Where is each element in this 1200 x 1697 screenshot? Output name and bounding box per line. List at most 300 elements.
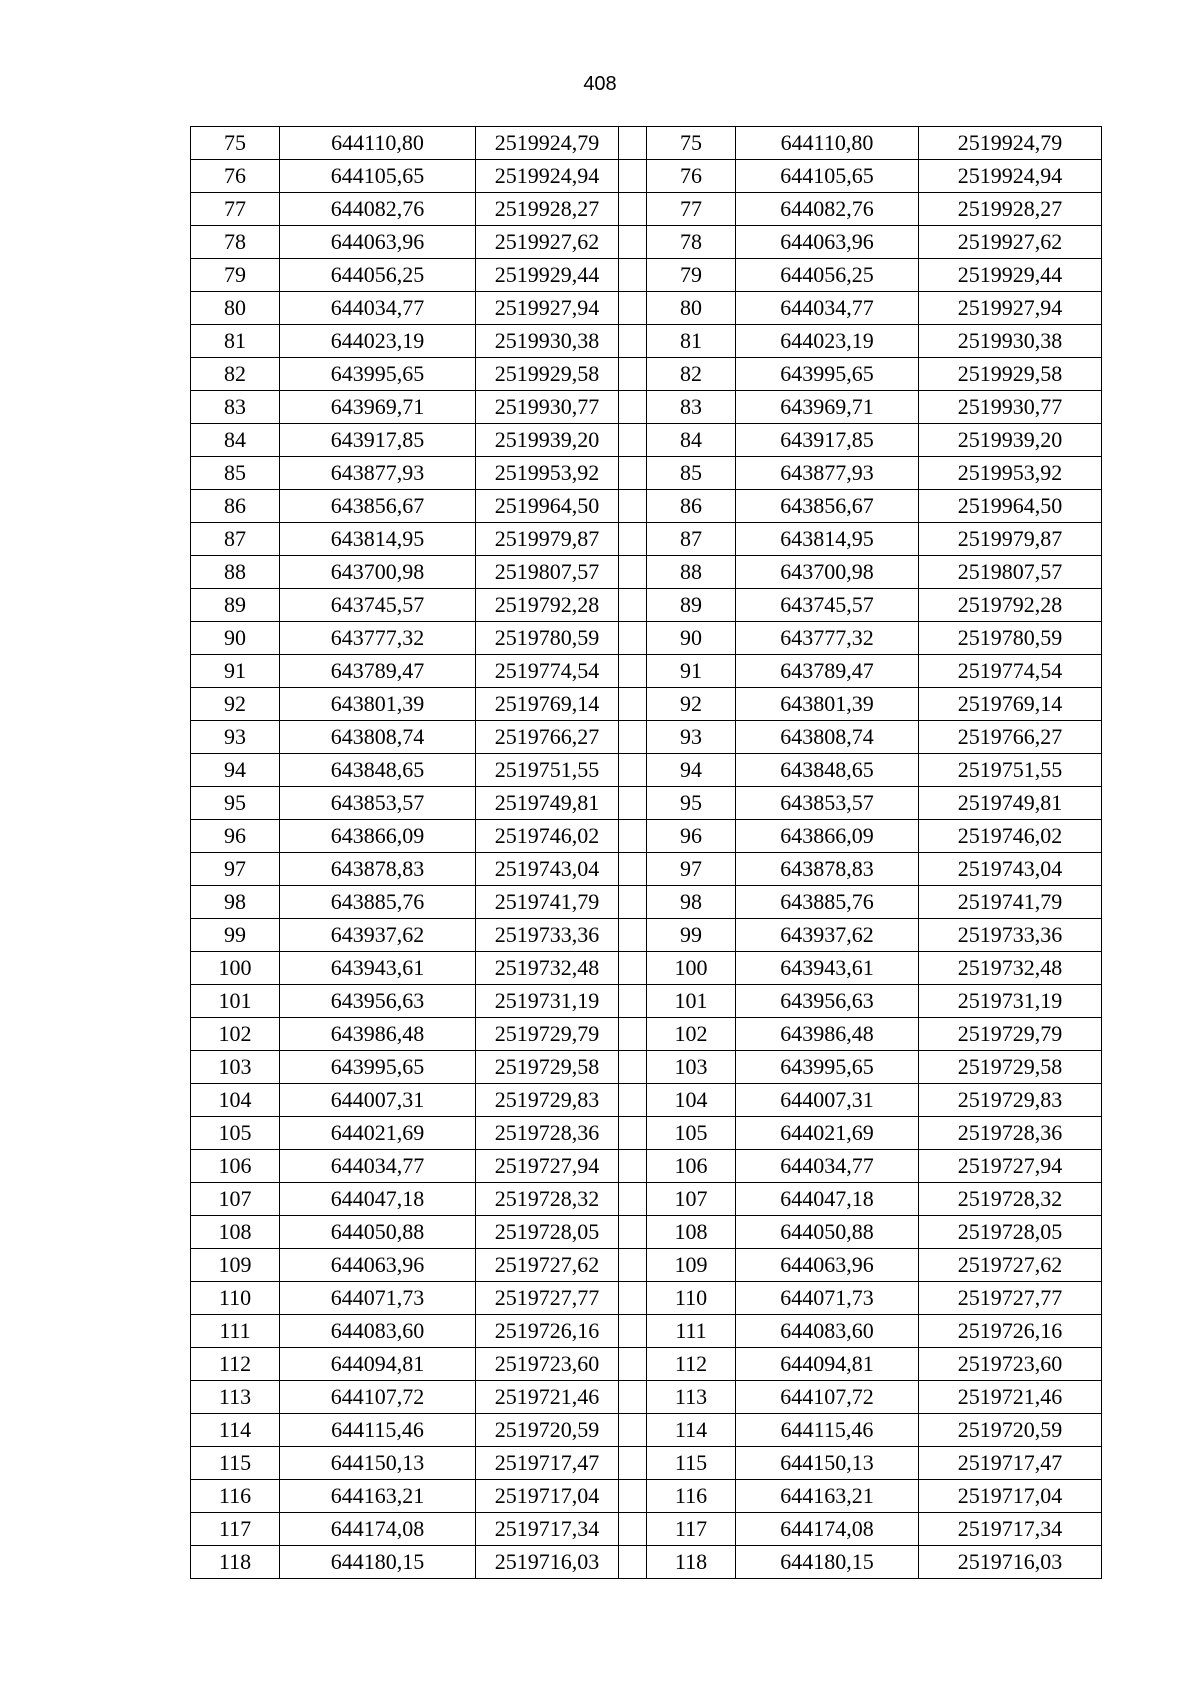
right-y-coordinate: 2519769,14 bbox=[919, 688, 1102, 721]
separator-cell bbox=[619, 457, 647, 490]
right-point-number: 98 bbox=[647, 886, 736, 919]
right-y-coordinate: 2519939,20 bbox=[919, 424, 1102, 457]
left-y-coordinate: 2519717,34 bbox=[476, 1513, 619, 1546]
left-point-number: 104 bbox=[191, 1084, 280, 1117]
separator-cell bbox=[619, 193, 647, 226]
left-point-number: 96 bbox=[191, 820, 280, 853]
left-x-coordinate: 643808,74 bbox=[280, 721, 476, 754]
left-point-number: 81 bbox=[191, 325, 280, 358]
right-x-coordinate: 644105,65 bbox=[736, 160, 919, 193]
separator-cell bbox=[619, 1546, 647, 1579]
right-x-coordinate: 644115,46 bbox=[736, 1414, 919, 1447]
right-y-coordinate: 2519749,81 bbox=[919, 787, 1102, 820]
separator-cell bbox=[619, 1315, 647, 1348]
left-y-coordinate: 2519953,92 bbox=[476, 457, 619, 490]
table-row bbox=[191, 424, 1102, 457]
left-y-coordinate: 2519774,54 bbox=[476, 655, 619, 688]
right-point-number: 101 bbox=[647, 985, 736, 1018]
right-x-coordinate: 643995,65 bbox=[736, 358, 919, 391]
left-y-coordinate: 2519769,14 bbox=[476, 688, 619, 721]
right-point-number: 108 bbox=[647, 1216, 736, 1249]
separator-cell bbox=[619, 1183, 647, 1216]
left-x-coordinate: 644180,15 bbox=[280, 1546, 476, 1579]
left-y-coordinate: 2519721,46 bbox=[476, 1381, 619, 1414]
right-y-coordinate: 2519927,62 bbox=[919, 226, 1102, 259]
left-point-number: 107 bbox=[191, 1183, 280, 1216]
table-row bbox=[191, 1183, 1102, 1216]
right-point-number: 109 bbox=[647, 1249, 736, 1282]
table-row bbox=[191, 1513, 1102, 1546]
right-y-coordinate: 2519780,59 bbox=[919, 622, 1102, 655]
right-y-coordinate: 2519953,92 bbox=[919, 457, 1102, 490]
separator-cell bbox=[619, 1513, 647, 1546]
left-x-coordinate: 643937,62 bbox=[280, 919, 476, 952]
table-row bbox=[191, 226, 1102, 259]
table-row bbox=[191, 919, 1102, 952]
left-point-number: 92 bbox=[191, 688, 280, 721]
table-row bbox=[191, 1480, 1102, 1513]
left-x-coordinate: 643943,61 bbox=[280, 952, 476, 985]
left-y-coordinate: 2519746,02 bbox=[476, 820, 619, 853]
right-y-coordinate: 2519924,79 bbox=[919, 127, 1102, 160]
coordinates-table-body bbox=[191, 127, 1102, 1579]
left-point-number: 116 bbox=[191, 1480, 280, 1513]
right-y-coordinate: 2519729,83 bbox=[919, 1084, 1102, 1117]
separator-cell bbox=[619, 424, 647, 457]
left-y-coordinate: 2519728,32 bbox=[476, 1183, 619, 1216]
right-x-coordinate: 644007,31 bbox=[736, 1084, 919, 1117]
right-x-coordinate: 643814,95 bbox=[736, 523, 919, 556]
left-x-coordinate: 644163,21 bbox=[280, 1480, 476, 1513]
table-row bbox=[191, 127, 1102, 160]
right-point-number: 79 bbox=[647, 259, 736, 292]
coordinates-table bbox=[190, 126, 1102, 1579]
left-point-number: 103 bbox=[191, 1051, 280, 1084]
right-y-coordinate: 2519721,46 bbox=[919, 1381, 1102, 1414]
left-x-coordinate: 643885,76 bbox=[280, 886, 476, 919]
right-y-coordinate: 2519727,77 bbox=[919, 1282, 1102, 1315]
table-row bbox=[191, 523, 1102, 556]
right-x-coordinate: 644021,69 bbox=[736, 1117, 919, 1150]
right-x-coordinate: 643789,47 bbox=[736, 655, 919, 688]
right-point-number: 76 bbox=[647, 160, 736, 193]
right-y-coordinate: 2519727,94 bbox=[919, 1150, 1102, 1183]
left-point-number: 76 bbox=[191, 160, 280, 193]
left-point-number: 89 bbox=[191, 589, 280, 622]
right-point-number: 83 bbox=[647, 391, 736, 424]
left-point-number: 106 bbox=[191, 1150, 280, 1183]
left-point-number: 95 bbox=[191, 787, 280, 820]
left-y-coordinate: 2519749,81 bbox=[476, 787, 619, 820]
right-y-coordinate: 2519930,77 bbox=[919, 391, 1102, 424]
table-row bbox=[191, 1084, 1102, 1117]
left-point-number: 75 bbox=[191, 127, 280, 160]
left-point-number: 99 bbox=[191, 919, 280, 952]
right-y-coordinate: 2519807,57 bbox=[919, 556, 1102, 589]
right-point-number: 116 bbox=[647, 1480, 736, 1513]
left-y-coordinate: 2519807,57 bbox=[476, 556, 619, 589]
left-x-coordinate: 644083,60 bbox=[280, 1315, 476, 1348]
right-y-coordinate: 2519743,04 bbox=[919, 853, 1102, 886]
table-row bbox=[191, 688, 1102, 721]
left-x-coordinate: 644021,69 bbox=[280, 1117, 476, 1150]
left-x-coordinate: 644063,96 bbox=[280, 1249, 476, 1282]
table-row bbox=[191, 820, 1102, 853]
separator-cell bbox=[619, 1150, 647, 1183]
right-x-coordinate: 643969,71 bbox=[736, 391, 919, 424]
separator-cell bbox=[619, 1018, 647, 1051]
right-point-number: 118 bbox=[647, 1546, 736, 1579]
table-row bbox=[191, 259, 1102, 292]
right-y-coordinate: 2519729,58 bbox=[919, 1051, 1102, 1084]
left-point-number: 80 bbox=[191, 292, 280, 325]
left-x-coordinate: 644023,19 bbox=[280, 325, 476, 358]
left-x-coordinate: 643866,09 bbox=[280, 820, 476, 853]
separator-cell bbox=[619, 952, 647, 985]
right-point-number: 95 bbox=[647, 787, 736, 820]
left-y-coordinate: 2519729,79 bbox=[476, 1018, 619, 1051]
right-y-coordinate: 2519716,03 bbox=[919, 1546, 1102, 1579]
left-x-coordinate: 643917,85 bbox=[280, 424, 476, 457]
table-row bbox=[191, 556, 1102, 589]
table-row bbox=[191, 490, 1102, 523]
left-y-coordinate: 2519929,58 bbox=[476, 358, 619, 391]
left-point-number: 117 bbox=[191, 1513, 280, 1546]
table-row bbox=[191, 1315, 1102, 1348]
left-y-coordinate: 2519927,62 bbox=[476, 226, 619, 259]
separator-cell bbox=[619, 1447, 647, 1480]
left-x-coordinate: 644115,46 bbox=[280, 1414, 476, 1447]
left-x-coordinate: 643853,57 bbox=[280, 787, 476, 820]
left-y-coordinate: 2519939,20 bbox=[476, 424, 619, 457]
right-point-number: 97 bbox=[647, 853, 736, 886]
right-y-coordinate: 2519717,04 bbox=[919, 1480, 1102, 1513]
right-x-coordinate: 644056,25 bbox=[736, 259, 919, 292]
right-x-coordinate: 643937,62 bbox=[736, 919, 919, 952]
right-x-coordinate: 643943,61 bbox=[736, 952, 919, 985]
left-y-coordinate: 2519720,59 bbox=[476, 1414, 619, 1447]
right-point-number: 91 bbox=[647, 655, 736, 688]
left-y-coordinate: 2519792,28 bbox=[476, 589, 619, 622]
right-y-coordinate: 2519924,94 bbox=[919, 160, 1102, 193]
table-row bbox=[191, 853, 1102, 886]
table-row bbox=[191, 754, 1102, 787]
table-row bbox=[191, 589, 1102, 622]
left-point-number: 91 bbox=[191, 655, 280, 688]
right-point-number: 102 bbox=[647, 1018, 736, 1051]
left-y-coordinate: 2519727,62 bbox=[476, 1249, 619, 1282]
table-row bbox=[191, 787, 1102, 820]
right-point-number: 89 bbox=[647, 589, 736, 622]
right-x-coordinate: 644023,19 bbox=[736, 325, 919, 358]
left-x-coordinate: 643995,65 bbox=[280, 1051, 476, 1084]
left-y-coordinate: 2519717,04 bbox=[476, 1480, 619, 1513]
separator-cell bbox=[619, 127, 647, 160]
left-point-number: 83 bbox=[191, 391, 280, 424]
separator-cell bbox=[619, 1084, 647, 1117]
left-point-number: 118 bbox=[191, 1546, 280, 1579]
right-x-coordinate: 644150,13 bbox=[736, 1447, 919, 1480]
left-x-coordinate: 643814,95 bbox=[280, 523, 476, 556]
right-x-coordinate: 644082,76 bbox=[736, 193, 919, 226]
separator-cell bbox=[619, 358, 647, 391]
separator-cell bbox=[619, 853, 647, 886]
right-x-coordinate: 644094,81 bbox=[736, 1348, 919, 1381]
left-x-coordinate: 644071,73 bbox=[280, 1282, 476, 1315]
right-point-number: 86 bbox=[647, 490, 736, 523]
right-y-coordinate: 2519727,62 bbox=[919, 1249, 1102, 1282]
left-x-coordinate: 643789,47 bbox=[280, 655, 476, 688]
left-y-coordinate: 2519716,03 bbox=[476, 1546, 619, 1579]
right-x-coordinate: 644050,88 bbox=[736, 1216, 919, 1249]
table-row bbox=[191, 886, 1102, 919]
right-point-number: 110 bbox=[647, 1282, 736, 1315]
left-y-coordinate: 2519930,77 bbox=[476, 391, 619, 424]
right-point-number: 115 bbox=[647, 1447, 736, 1480]
left-point-number: 98 bbox=[191, 886, 280, 919]
separator-cell bbox=[619, 589, 647, 622]
right-x-coordinate: 643801,39 bbox=[736, 688, 919, 721]
left-x-coordinate: 643877,93 bbox=[280, 457, 476, 490]
left-y-coordinate: 2519927,94 bbox=[476, 292, 619, 325]
right-point-number: 88 bbox=[647, 556, 736, 589]
table-row bbox=[191, 1546, 1102, 1579]
table-row bbox=[191, 457, 1102, 490]
left-y-coordinate: 2519723,60 bbox=[476, 1348, 619, 1381]
left-y-coordinate: 2519728,05 bbox=[476, 1216, 619, 1249]
right-point-number: 84 bbox=[647, 424, 736, 457]
table-row bbox=[191, 391, 1102, 424]
table-row bbox=[191, 1414, 1102, 1447]
left-point-number: 112 bbox=[191, 1348, 280, 1381]
left-y-coordinate: 2519928,27 bbox=[476, 193, 619, 226]
separator-cell bbox=[619, 985, 647, 1018]
right-y-coordinate: 2519723,60 bbox=[919, 1348, 1102, 1381]
left-x-coordinate: 644056,25 bbox=[280, 259, 476, 292]
right-point-number: 99 bbox=[647, 919, 736, 952]
table-row bbox=[191, 1282, 1102, 1315]
separator-cell bbox=[619, 1051, 647, 1084]
right-x-coordinate: 643856,67 bbox=[736, 490, 919, 523]
table-row bbox=[191, 721, 1102, 754]
separator-cell bbox=[619, 391, 647, 424]
separator-cell bbox=[619, 226, 647, 259]
left-y-coordinate: 2519727,77 bbox=[476, 1282, 619, 1315]
separator-cell bbox=[619, 919, 647, 952]
right-x-coordinate: 644180,15 bbox=[736, 1546, 919, 1579]
left-x-coordinate: 643969,71 bbox=[280, 391, 476, 424]
right-x-coordinate: 643885,76 bbox=[736, 886, 919, 919]
right-x-coordinate: 643700,98 bbox=[736, 556, 919, 589]
left-point-number: 102 bbox=[191, 1018, 280, 1051]
left-x-coordinate: 643801,39 bbox=[280, 688, 476, 721]
right-y-coordinate: 2519731,19 bbox=[919, 985, 1102, 1018]
right-x-coordinate: 644047,18 bbox=[736, 1183, 919, 1216]
table-row bbox=[191, 985, 1102, 1018]
right-y-coordinate: 2519741,79 bbox=[919, 886, 1102, 919]
left-point-number: 105 bbox=[191, 1117, 280, 1150]
right-y-coordinate: 2519746,02 bbox=[919, 820, 1102, 853]
table-row bbox=[191, 1117, 1102, 1150]
right-x-coordinate: 643917,85 bbox=[736, 424, 919, 457]
right-point-number: 77 bbox=[647, 193, 736, 226]
right-y-coordinate: 2519766,27 bbox=[919, 721, 1102, 754]
right-point-number: 113 bbox=[647, 1381, 736, 1414]
left-y-coordinate: 2519743,04 bbox=[476, 853, 619, 886]
left-point-number: 109 bbox=[191, 1249, 280, 1282]
right-y-coordinate: 2519930,38 bbox=[919, 325, 1102, 358]
separator-cell bbox=[619, 886, 647, 919]
left-x-coordinate: 644094,81 bbox=[280, 1348, 476, 1381]
left-x-coordinate: 644150,13 bbox=[280, 1447, 476, 1480]
separator-cell bbox=[619, 556, 647, 589]
left-x-coordinate: 643986,48 bbox=[280, 1018, 476, 1051]
right-point-number: 105 bbox=[647, 1117, 736, 1150]
left-y-coordinate: 2519930,38 bbox=[476, 325, 619, 358]
right-point-number: 103 bbox=[647, 1051, 736, 1084]
left-y-coordinate: 2519964,50 bbox=[476, 490, 619, 523]
left-x-coordinate: 644110,80 bbox=[280, 127, 476, 160]
table-row bbox=[191, 1018, 1102, 1051]
left-x-coordinate: 644105,65 bbox=[280, 160, 476, 193]
right-point-number: 100 bbox=[647, 952, 736, 985]
left-point-number: 88 bbox=[191, 556, 280, 589]
left-y-coordinate: 2519780,59 bbox=[476, 622, 619, 655]
left-y-coordinate: 2519741,79 bbox=[476, 886, 619, 919]
left-x-coordinate: 644107,72 bbox=[280, 1381, 476, 1414]
right-x-coordinate: 644034,77 bbox=[736, 292, 919, 325]
right-point-number: 78 bbox=[647, 226, 736, 259]
right-point-number: 85 bbox=[647, 457, 736, 490]
right-x-coordinate: 643995,65 bbox=[736, 1051, 919, 1084]
right-x-coordinate: 644083,60 bbox=[736, 1315, 919, 1348]
right-y-coordinate: 2519774,54 bbox=[919, 655, 1102, 688]
separator-cell bbox=[619, 325, 647, 358]
separator-cell bbox=[619, 655, 647, 688]
right-x-coordinate: 643808,74 bbox=[736, 721, 919, 754]
right-point-number: 90 bbox=[647, 622, 736, 655]
right-y-coordinate: 2519728,05 bbox=[919, 1216, 1102, 1249]
separator-cell bbox=[619, 721, 647, 754]
left-x-coordinate: 644174,08 bbox=[280, 1513, 476, 1546]
right-x-coordinate: 643956,63 bbox=[736, 985, 919, 1018]
right-x-coordinate: 643745,57 bbox=[736, 589, 919, 622]
right-y-coordinate: 2519729,79 bbox=[919, 1018, 1102, 1051]
left-point-number: 94 bbox=[191, 754, 280, 787]
right-x-coordinate: 644071,73 bbox=[736, 1282, 919, 1315]
right-y-coordinate: 2519732,48 bbox=[919, 952, 1102, 985]
left-x-coordinate: 644050,88 bbox=[280, 1216, 476, 1249]
left-y-coordinate: 2519726,16 bbox=[476, 1315, 619, 1348]
left-x-coordinate: 643700,98 bbox=[280, 556, 476, 589]
right-x-coordinate: 643777,32 bbox=[736, 622, 919, 655]
left-y-coordinate: 2519729,58 bbox=[476, 1051, 619, 1084]
right-x-coordinate: 643986,48 bbox=[736, 1018, 919, 1051]
left-x-coordinate: 643777,32 bbox=[280, 622, 476, 655]
separator-cell bbox=[619, 622, 647, 655]
separator-cell bbox=[619, 259, 647, 292]
left-x-coordinate: 643878,83 bbox=[280, 853, 476, 886]
left-x-coordinate: 644063,96 bbox=[280, 226, 476, 259]
separator-cell bbox=[619, 1414, 647, 1447]
right-y-coordinate: 2519733,36 bbox=[919, 919, 1102, 952]
right-y-coordinate: 2519929,44 bbox=[919, 259, 1102, 292]
right-point-number: 117 bbox=[647, 1513, 736, 1546]
right-x-coordinate: 644107,72 bbox=[736, 1381, 919, 1414]
table-row bbox=[191, 358, 1102, 391]
left-y-coordinate: 2519731,19 bbox=[476, 985, 619, 1018]
left-point-number: 78 bbox=[191, 226, 280, 259]
right-y-coordinate: 2519717,34 bbox=[919, 1513, 1102, 1546]
right-point-number: 112 bbox=[647, 1348, 736, 1381]
right-point-number: 106 bbox=[647, 1150, 736, 1183]
right-x-coordinate: 644063,96 bbox=[736, 1249, 919, 1282]
right-point-number: 107 bbox=[647, 1183, 736, 1216]
left-y-coordinate: 2519929,44 bbox=[476, 259, 619, 292]
left-x-coordinate: 643995,65 bbox=[280, 358, 476, 391]
left-y-coordinate: 2519751,55 bbox=[476, 754, 619, 787]
left-point-number: 111 bbox=[191, 1315, 280, 1348]
right-y-coordinate: 2519728,36 bbox=[919, 1117, 1102, 1150]
left-y-coordinate: 2519732,48 bbox=[476, 952, 619, 985]
left-x-coordinate: 644047,18 bbox=[280, 1183, 476, 1216]
right-y-coordinate: 2519979,87 bbox=[919, 523, 1102, 556]
right-point-number: 87 bbox=[647, 523, 736, 556]
separator-cell bbox=[619, 1381, 647, 1414]
table-row bbox=[191, 655, 1102, 688]
right-y-coordinate: 2519751,55 bbox=[919, 754, 1102, 787]
left-point-number: 113 bbox=[191, 1381, 280, 1414]
right-x-coordinate: 643878,83 bbox=[736, 853, 919, 886]
left-point-number: 115 bbox=[191, 1447, 280, 1480]
separator-cell bbox=[619, 1480, 647, 1513]
right-y-coordinate: 2519929,58 bbox=[919, 358, 1102, 391]
left-x-coordinate: 644007,31 bbox=[280, 1084, 476, 1117]
right-y-coordinate: 2519726,16 bbox=[919, 1315, 1102, 1348]
left-point-number: 82 bbox=[191, 358, 280, 391]
right-point-number: 93 bbox=[647, 721, 736, 754]
right-point-number: 80 bbox=[647, 292, 736, 325]
left-point-number: 86 bbox=[191, 490, 280, 523]
right-x-coordinate: 644110,80 bbox=[736, 127, 919, 160]
left-y-coordinate: 2519717,47 bbox=[476, 1447, 619, 1480]
right-y-coordinate: 2519928,27 bbox=[919, 193, 1102, 226]
separator-cell bbox=[619, 292, 647, 325]
table-row bbox=[191, 622, 1102, 655]
left-x-coordinate: 644082,76 bbox=[280, 193, 476, 226]
left-point-number: 85 bbox=[191, 457, 280, 490]
separator-cell bbox=[619, 523, 647, 556]
left-point-number: 110 bbox=[191, 1282, 280, 1315]
table-row bbox=[191, 1249, 1102, 1282]
separator-cell bbox=[619, 820, 647, 853]
right-point-number: 114 bbox=[647, 1414, 736, 1447]
left-point-number: 100 bbox=[191, 952, 280, 985]
table-row bbox=[191, 1381, 1102, 1414]
table-row bbox=[191, 1150, 1102, 1183]
separator-cell bbox=[619, 1348, 647, 1381]
right-x-coordinate: 644163,21 bbox=[736, 1480, 919, 1513]
left-y-coordinate: 2519727,94 bbox=[476, 1150, 619, 1183]
right-x-coordinate: 643877,93 bbox=[736, 457, 919, 490]
left-y-coordinate: 2519728,36 bbox=[476, 1117, 619, 1150]
separator-cell bbox=[619, 787, 647, 820]
right-point-number: 111 bbox=[647, 1315, 736, 1348]
separator-cell bbox=[619, 490, 647, 523]
right-x-coordinate: 644174,08 bbox=[736, 1513, 919, 1546]
left-point-number: 97 bbox=[191, 853, 280, 886]
left-point-number: 93 bbox=[191, 721, 280, 754]
